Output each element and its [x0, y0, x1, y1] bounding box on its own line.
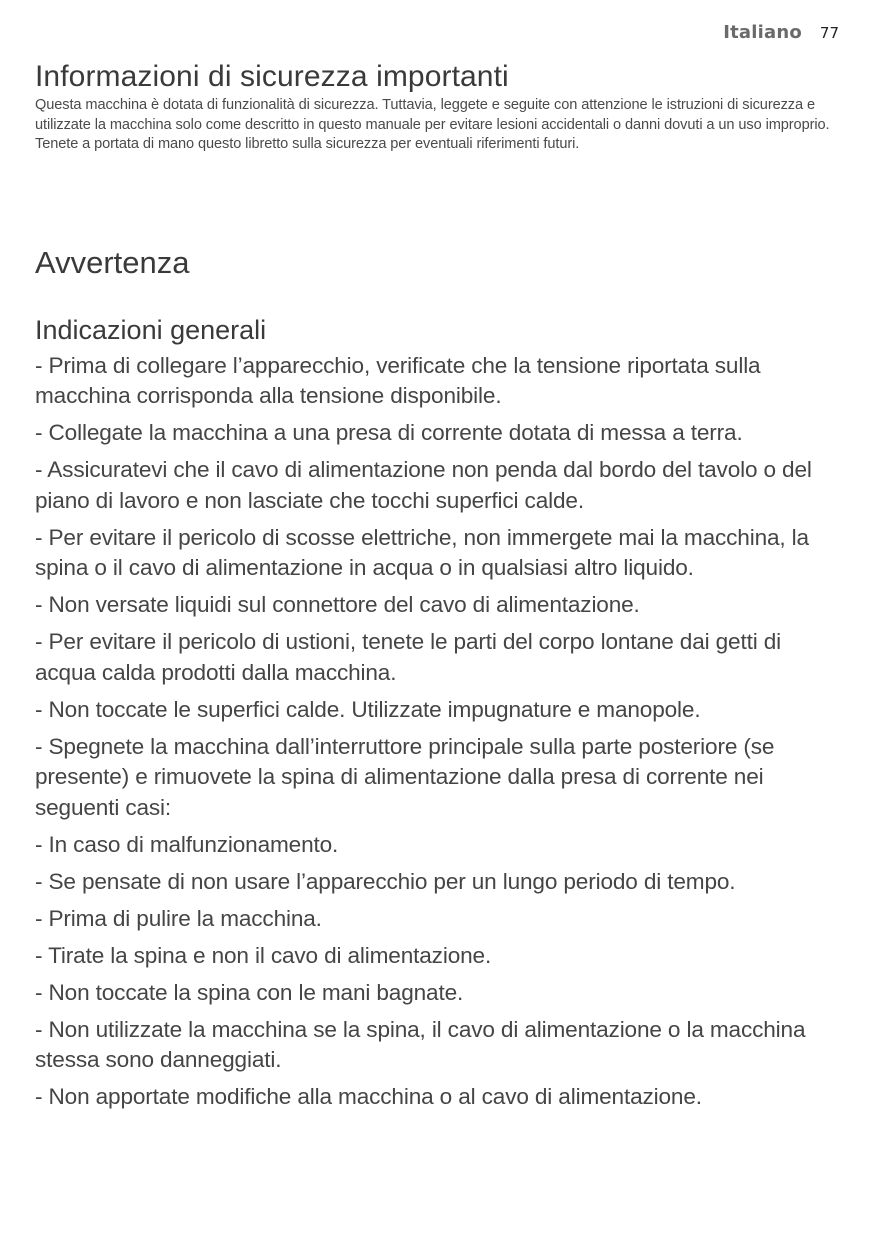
- warning-list: [35, 351, 845, 1113]
- header-language: Italiano: [723, 22, 802, 43]
- document-body: [35, 58, 845, 1119]
- page-title: Informazioni di sicurezza importanti: [35, 60, 509, 93]
- warning-item: - Non toccate la spina con le mani bagnate.: [35, 979, 464, 1005]
- warning-item: - In caso di malfunzionamento.: [35, 831, 339, 857]
- page-number: 77: [819, 24, 839, 42]
- warning-item: - Per evitare il pericolo di ustioni, tenete le parti del corpo lontane dai getti di acqua calda prodotti dalla macchina.: [35, 629, 781, 685]
- warning-item: - Non versate liquidi sul connettore del cavo di alimentazione.: [35, 592, 640, 617]
- section-title-warning: Avvertenza: [35, 244, 190, 280]
- intro-paragraph: Questa macchina è dotata di funzionalità di sicurezza. Tuttavia, leggete e seguite con attenzione le istruzioni di sicurezza e utilizzate la macchina solo come descritto in questo manuale per evitare lesioni accidentali o danni dovuti a un uso improprio. Tenete a portata di mano questo libretto sulla sicurezza per eventuali riferimenti futuri.: [35, 97, 830, 152]
- warning-item: - Se pensate di non usare l’apparecchio per un lungo periodo di tempo.: [35, 868, 736, 894]
- warning-item: - Prima di pulire la macchina.: [35, 905, 322, 931]
- warning-item: - Assicuratevi che il cavo di alimentazione non penda dal bordo del tavolo o del piano di lavoro e non lasciate che tocchi superfici calde.: [35, 457, 812, 513]
- warning-item: - Non toccate le superfici calde. Utilizzate impugnature e manopole.: [35, 696, 701, 722]
- warning-item: - Spegnete la macchina dall’interruttore principale sulla parte posteriore (se presente) e rimuovete la spina di alimentazione dalla presa di corrente nei seguenti casi:: [35, 733, 775, 820]
- warning-item: - Non apportate modifiche alla macchina o al cavo di alimentazione.: [35, 1084, 702, 1109]
- warning-item: - Non utilizzate la macchina se la spina, il cavo di alimentazione o la macchina stessa sono danneggiati.: [35, 1016, 806, 1072]
- subsection-title-general: Indicazioni generali: [35, 314, 267, 345]
- warning-item: - Per evitare il pericolo di scosse elettriche, non immergete mai la macchina, la spina o il cavo di alimentazione in acqua o in qualsiasi altro liquido.: [35, 524, 809, 580]
- warning-item: - Tirate la spina e non il cavo di alimentazione.: [35, 942, 492, 968]
- warning-item: - Prima di collegare l’apparecchio, verificate che la tensione riportata sulla macchina corrisponda alla tensione disponibile.: [35, 352, 761, 408]
- page-header: [723, 22, 839, 43]
- warning-item: - Collegate la macchina a una presa di corrente dotata di messa a terra.: [35, 420, 743, 445]
